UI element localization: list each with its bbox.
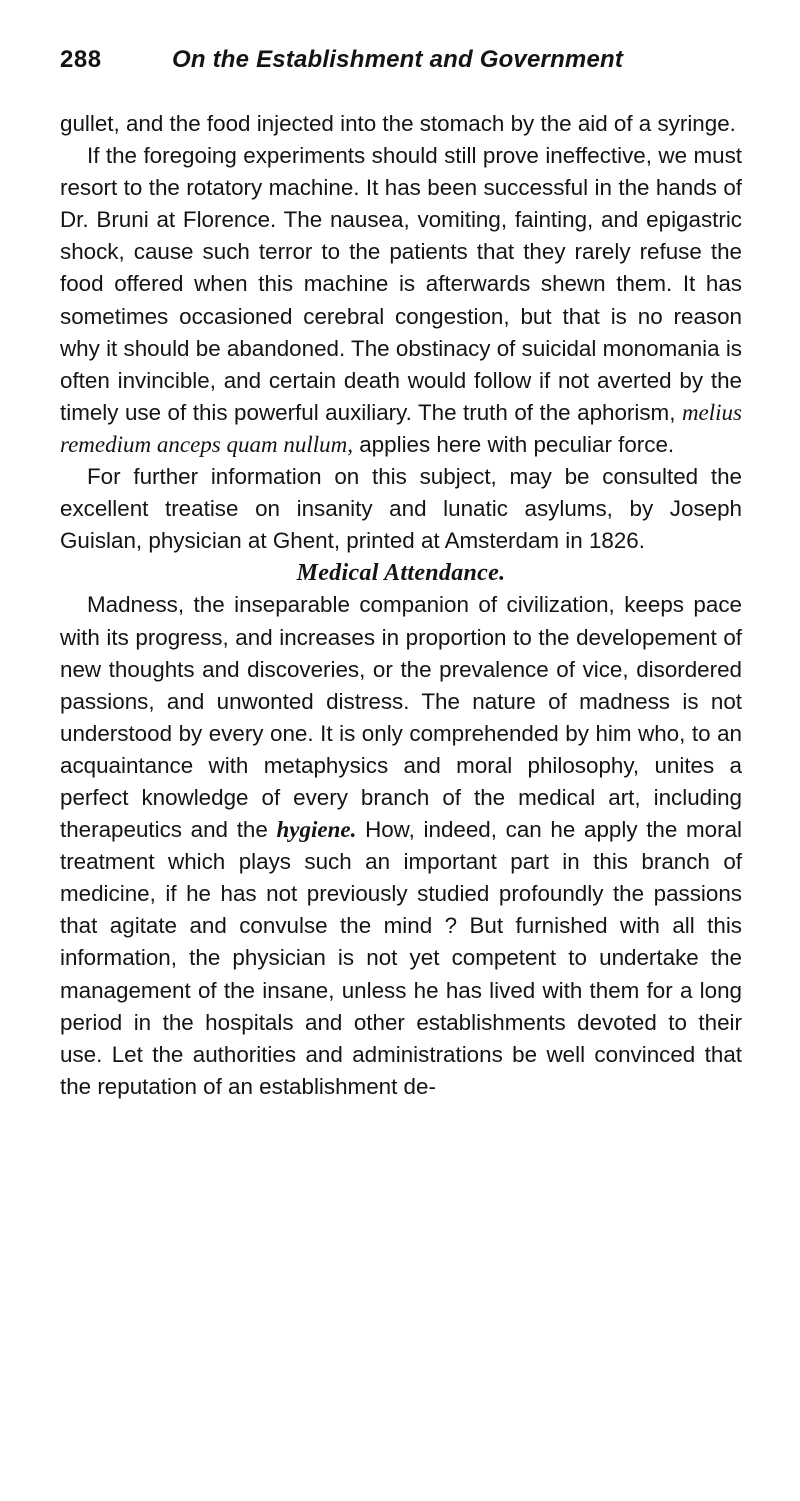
paragraph-text-end: How, indeed, can he apply the moral treatment which plays such an important part in this branch of medicine, if he has not previously studied profoundly the passions that agitate and convulse the mind ? But furnished with all this information, the physician is not yet competent to undertake the management of the insane, unless he has lived with them for a long period in the hospitals and other establishments devoted to their use. Let the authorities and administrations be well convinced that the reputation of an establishment de-: [60, 817, 742, 1099]
paragraph-text: For further information on this subject, may be consulted the excellent treatise on insanity and lunatic asylums, by Joseph Guislan, physician at Ghent, printed at Amsterdam in 1826.: [60, 464, 742, 554]
paragraph-further-information: [60, 461, 742, 557]
paragraph-text-end: applies here with peculiar force.: [359, 431, 675, 457]
latin-aphorism: melius remedium anceps quam nullum,: [60, 399, 742, 457]
paragraph-madness: [60, 589, 742, 1103]
running-title: On the Establishment and Government: [172, 46, 624, 73]
page-number: 288: [60, 46, 102, 73]
paragraph-syringe: [60, 108, 742, 140]
paragraph-text: gullet, and the food injected into the stomach by the aid of a syringe.: [60, 111, 736, 136]
italic-term: hygiene.: [276, 817, 357, 843]
body-text: [60, 108, 742, 1103]
running-head: [60, 46, 750, 86]
paragraph-text: If the foregoing experiments should still prove ineffective, we must resort to the rotatory machine. It has been successful in the hands of Dr. Bruni at Florence. The nausea, vomiting, fainting, and epigastric shock, cause such terror to the patients that they rarely refuse the food offered when this machine is afterwards shewn them. It has sometimes occasioned cerebral congestion, but that is no reason why it should be abandoned. The obstinacy of suicidal monomania is often invincible, and certain death would follow if not averted by the timely use of this powerful auxiliary. The truth of the aphorism,: [60, 143, 742, 425]
section-heading: Medical Attendance.: [296, 560, 506, 587]
paragraph-rotatory-machine: [60, 140, 742, 461]
paragraph-text: Madness, the inseparable companion of civilization, keeps pace with its progress, and increases in proportion to the developement of new thoughts and discoveries, or the prevalence of vice, disordered passions, and unwonted distress. The nature of madness is not understood by every one. It is only comprehended by him who, to an acquaintance with metaphysics and moral philosophy, unites a perfect knowledge of every branch of the medical art, including therapeutics and the: [60, 592, 742, 843]
